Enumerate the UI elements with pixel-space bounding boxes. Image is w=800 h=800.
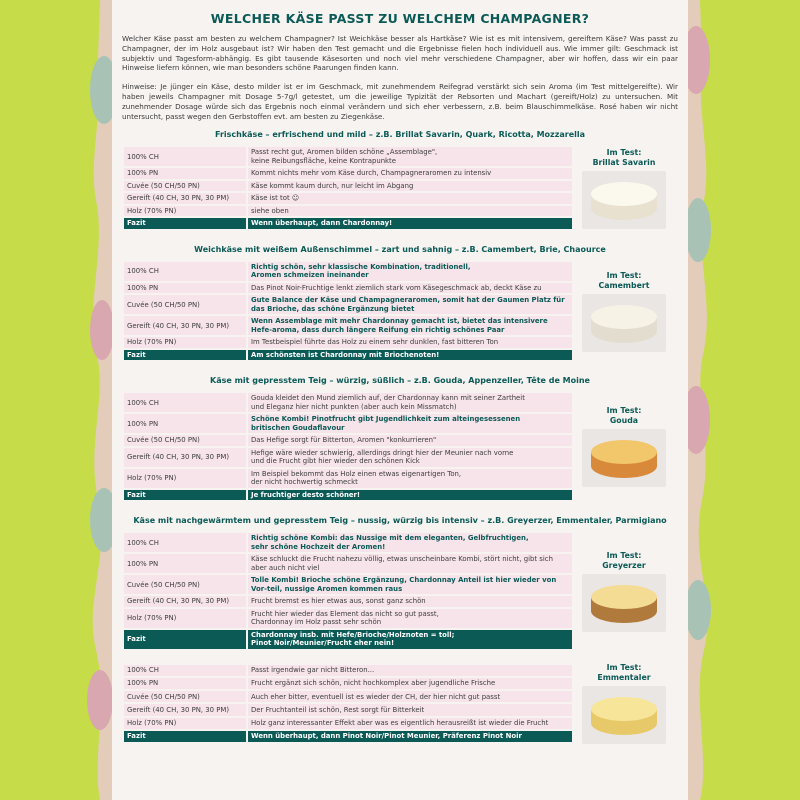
fazit-row	[124, 218, 572, 229]
cheese-sections	[112, 130, 688, 744]
pairing-table	[122, 260, 574, 363]
floral-border-left	[0, 0, 112, 800]
row-text: Wenn Assemblage mit mehr Chardonnay gemacht ist, bietet das intensivere Hefe-aroma, dass durch längere Reifung ein richtig schönes Paar	[248, 316, 572, 335]
row-label: Fazit	[124, 350, 246, 361]
row-label: Holz (70% PN)	[124, 718, 246, 729]
test-cheese-panel	[574, 663, 674, 744]
row-text: Frucht bremst es hier etwas aus, sonst ganz schön	[248, 596, 572, 607]
row-text: Das Hefige sorgt für Bitterton, Aromen "konkurrieren"	[248, 435, 572, 446]
section-heading: Käse mit nachgewärmtem und gepresstem Teig – nussig, würzig bis intensiv – z.B. Greyerzer, Emmentaler, Parmigiano	[133, 516, 667, 526]
row-text: Passt irgendwie gar nicht Bitteron...	[248, 665, 572, 676]
row-label: 100% CH	[124, 665, 246, 676]
table-row	[124, 554, 572, 573]
row-text: Im Beispiel bekommt das Holz einen etwas eigenartigen Ton, der nicht hochwertig schmeckt	[248, 469, 572, 488]
row-label: Gereift (40 CH, 30 PN, 30 PM)	[124, 704, 246, 715]
row-label: Holz (70% PN)	[124, 469, 246, 488]
row-label: Gereift (40 CH, 30 PN, 30 PM)	[124, 193, 246, 204]
row-text: Das Pinot Noir-Fruchtige lenkt ziemlich stark vom Käsegeschmack ab, deckt Käse zu	[248, 283, 572, 294]
table-row	[124, 448, 572, 467]
row-label: 100% CH	[124, 262, 246, 281]
pairing-block	[122, 391, 688, 502]
row-text: Käse kommt kaum durch, nur leicht im Abgang	[248, 181, 572, 192]
test-cheese-label	[607, 406, 642, 426]
row-label: Gereift (40 CH, 30 PN, 30 PM)	[124, 596, 246, 607]
row-label: Fazit	[124, 731, 246, 742]
row-label: Fazit	[124, 630, 246, 649]
row-text: Holz ganz interessanter Effekt aber was es eigentlich herausreißt ist wieder die Frucht	[248, 718, 572, 729]
row-text: Je fruchtiger desto schöner!	[248, 490, 572, 501]
table-row	[124, 206, 572, 217]
test-cheese-panel	[574, 391, 674, 502]
row-text: Gute Balance der Käse und Champagneraromen, somit hat der Gaumen Platz für das Brioche, das schöne Ergänzung bietet	[248, 295, 572, 314]
row-text: Der Fruchtanteil ist schön, Rest sorgt für Bitterkeit	[248, 704, 572, 715]
camembert-photo	[582, 294, 666, 352]
pairing-block	[122, 145, 688, 231]
table-row	[124, 469, 572, 488]
page-title: WELCHER KÄSE PASST ZU WELCHEM CHAMPAGNER?	[210, 11, 590, 26]
row-text: Kommt nichts mehr vom Käse durch, Champagneraromen zu intensiv	[248, 168, 572, 179]
test-caption: Im Test:	[606, 270, 642, 280]
row-label: 100% CH	[124, 147, 246, 166]
emmentaler-photo	[582, 686, 666, 744]
test-caption: Im Test:	[606, 147, 642, 157]
greyerzer-photo	[582, 574, 666, 632]
table-row	[124, 262, 572, 281]
row-label: Cuvée (50 CH/50 PN)	[124, 691, 246, 702]
table-row	[124, 718, 572, 729]
pairing-table	[122, 531, 574, 651]
pairing-block	[122, 531, 688, 651]
pairing-table	[122, 391, 574, 502]
test-cheese-name: Gouda	[609, 416, 639, 426]
table-row	[124, 393, 572, 412]
pairing-block	[122, 663, 688, 744]
row-label: 100% CH	[124, 393, 246, 412]
intro-text	[122, 34, 678, 121]
row-label: Holz (70% PN)	[124, 609, 246, 628]
table-row	[124, 609, 572, 628]
row-label: Holz (70% PN)	[124, 337, 246, 348]
fazit-row	[124, 630, 572, 649]
row-text: Wenn überhaupt, dann Pinot Noir/Pinot Meunier, Präferenz Pinot Noir	[248, 731, 572, 742]
row-label: 100% PN	[124, 678, 246, 689]
test-cheese-label	[599, 271, 650, 291]
table-row	[124, 147, 572, 166]
test-cheese-name: Greyerzer	[602, 560, 646, 570]
table-row	[124, 193, 572, 204]
row-text: Tolle Kombi! Brioche schöne Ergänzung, Chardonnay Anteil ist hier wieder von Vor-teil, nussige Aromen kommen raus	[248, 575, 572, 594]
row-text: Wenn überhaupt, dann Chardonnay!	[248, 218, 572, 229]
table-row	[124, 704, 572, 715]
table-row	[124, 414, 572, 433]
test-cheese-label	[593, 148, 656, 168]
row-label: Cuvée (50 CH/50 PN)	[124, 435, 246, 446]
row-label: 100% CH	[124, 533, 246, 552]
row-label: Cuvée (50 CH/50 PN)	[124, 575, 246, 594]
fazit-row	[124, 350, 572, 361]
row-label: 100% PN	[124, 554, 246, 573]
test-cheese-label	[597, 663, 650, 683]
pairing-block	[122, 260, 688, 363]
row-label: Cuvée (50 CH/50 PN)	[124, 181, 246, 192]
row-text: Richtig schön, sehr klassische Kombination, traditionell, Aromen schmeizen ineinander	[248, 262, 572, 281]
table-row	[124, 316, 572, 335]
brillat-savarin-photo	[582, 171, 666, 229]
test-cheese-name: Emmentaler	[597, 672, 651, 682]
row-text: Frucht ergänzt sich schön, nicht hochkomplex aber jugendliche Frische	[248, 678, 572, 689]
table-row	[124, 533, 572, 552]
row-label: 100% PN	[124, 168, 246, 179]
row-text: Hefige wäre wieder schwierig, allerdings dringt hier der Meunier nach vorne und die Frucht gibt hier wieder den schönen Kick	[248, 448, 572, 467]
section-heading: Weichkäse mit weißem Außenschimmel – zart und sahnig – z.B. Camembert, Brie, Chaource	[194, 244, 606, 254]
row-label: Fazit	[124, 490, 246, 501]
row-label: Holz (70% PN)	[124, 206, 246, 217]
row-text: Gouda kleidet den Mund ziemlich auf, der Chardonnay kann mit seiner Zartheit und Eleganz hier nicht punkten (aber auch kein Missmatch)	[248, 393, 572, 412]
row-text: siehe oben	[248, 206, 572, 217]
row-text: Chardonnay insb. mit Hefe/Brioche/Holznoten = toll; Pinot Noir/Meunier/Frucht eher nein!	[248, 630, 572, 649]
row-text: Am schönsten ist Chardonnay mit Briochenoten!	[248, 350, 572, 361]
row-text: Im Testbeispiel führte das Holz zu einem sehr dunklen, fast bitteren Ton	[248, 337, 572, 348]
table-row	[124, 596, 572, 607]
table-row	[124, 283, 572, 294]
test-caption: Im Test:	[606, 550, 642, 560]
pairing-table	[122, 663, 574, 744]
table-row	[124, 435, 572, 446]
row-text: Käse ist tot ☺	[248, 193, 572, 204]
fazit-row	[124, 490, 572, 501]
test-cheese-name: Brillat Savarin	[592, 157, 656, 167]
table-row	[124, 691, 572, 702]
intro-paragraph: Welcher Käse passt am besten zu welchem Champagner? Ist Weichkäse besser als Hartkäse? Wie ist es mit intensivem, gereiftem Käse? Was passt zu Champagner, der im Holz ausgebaut ist? Wir haben den Test gemacht und die Ergebnisse fielen hoch individuell aus. Wie immer gilt: Geschmack ist subjektiv und Tagesform-abhängig. Es gibt tausende Käsesorten und noch viel mehr verschiedene Champagner, aber wir hoffen, dass wir ein paar Hinweise liefern können, wie man besonders schöne Paarungen finden kann.	[122, 34, 678, 73]
article-page	[112, 0, 688, 800]
test-cheese-name: Camembert	[598, 280, 650, 290]
row-text: Käse schluckt die Frucht nahezu völlig, etwas unscheinbare Kombi, stört nicht, gibt sich aber auch nicht viel	[248, 554, 572, 573]
table-row	[124, 678, 572, 689]
table-row	[124, 337, 572, 348]
section-heading: Käse mit gepresstem Teig – würzig, süßlich – z.B. Gouda, Appenzeller, Tête de Moine	[210, 376, 590, 386]
table-row	[124, 181, 572, 192]
row-label: 100% PN	[124, 283, 246, 294]
intro-paragraph-notes: Hinweise: Je jünger ein Käse, desto milder ist er im Geschmack, mit zunehmendem Reifegrad verstärkt sich sein Aroma (im Test mittelgereifte). Wir haben jeweils Champagner mit Dosage 5-7g/l getestet, um die jeweilige Typizität der Rebsorten und Machart (gereift/Holz) zu untersuchen. Mit zunehmender Dosage würde sich das Ergebnis noch einmal verändern und sich eher verbessern, z.B. beim Blauschimmelkäse. Rosé haben wir nicht untersucht, passt wegen den Gerbstoffen evt. am besten zu Ziegenkäse.	[122, 82, 678, 121]
row-label: Gereift (40 CH, 30 PN, 30 PM)	[124, 448, 246, 467]
row-text: Frucht hier wieder das Element das nicht so gut passt, Chardonnay im Holz passt sehr schön	[248, 609, 572, 628]
table-row	[124, 168, 572, 179]
test-cheese-panel	[574, 531, 674, 651]
row-text: Schöne Kombi! Pinotfrucht gibt Jugendlichkeit zum alteingesessenen britischen Goudaflavour	[248, 414, 572, 433]
test-caption: Im Test:	[606, 662, 642, 672]
row-text: Auch eher bitter, eventuell ist es wieder der CH, der hier nicht gut passt	[248, 691, 572, 702]
row-label: Fazit	[124, 218, 246, 229]
gouda-photo	[582, 429, 666, 487]
floral-border-right	[688, 0, 800, 800]
row-text: Richtig schöne Kombi: das Nussige mit dem eleganten, Gelbfruchtigen, sehr schöne Hochzeit der Aromen!	[248, 533, 572, 552]
table-row	[124, 575, 572, 594]
row-text: Passt recht gut, Aromen bilden schöne „Assemblage", keine Reibungsfläche, keine Kontrapunkte	[248, 147, 572, 166]
pairing-table	[122, 145, 574, 231]
test-cheese-label	[602, 551, 645, 571]
test-caption: Im Test:	[606, 406, 642, 416]
row-label: Gereift (40 CH, 30 PN, 30 PM)	[124, 316, 246, 335]
section-heading: Frischkäse – erfrischend und mild – z.B. Brillat Savarin, Quark, Ricotta, Mozzarella	[215, 130, 585, 140]
row-label: Cuvée (50 CH/50 PN)	[124, 295, 246, 314]
table-row	[124, 665, 572, 676]
test-cheese-panel	[574, 260, 674, 363]
test-cheese-panel	[574, 145, 674, 231]
row-label: 100% PN	[124, 414, 246, 433]
table-row	[124, 295, 572, 314]
fazit-row	[124, 731, 572, 742]
